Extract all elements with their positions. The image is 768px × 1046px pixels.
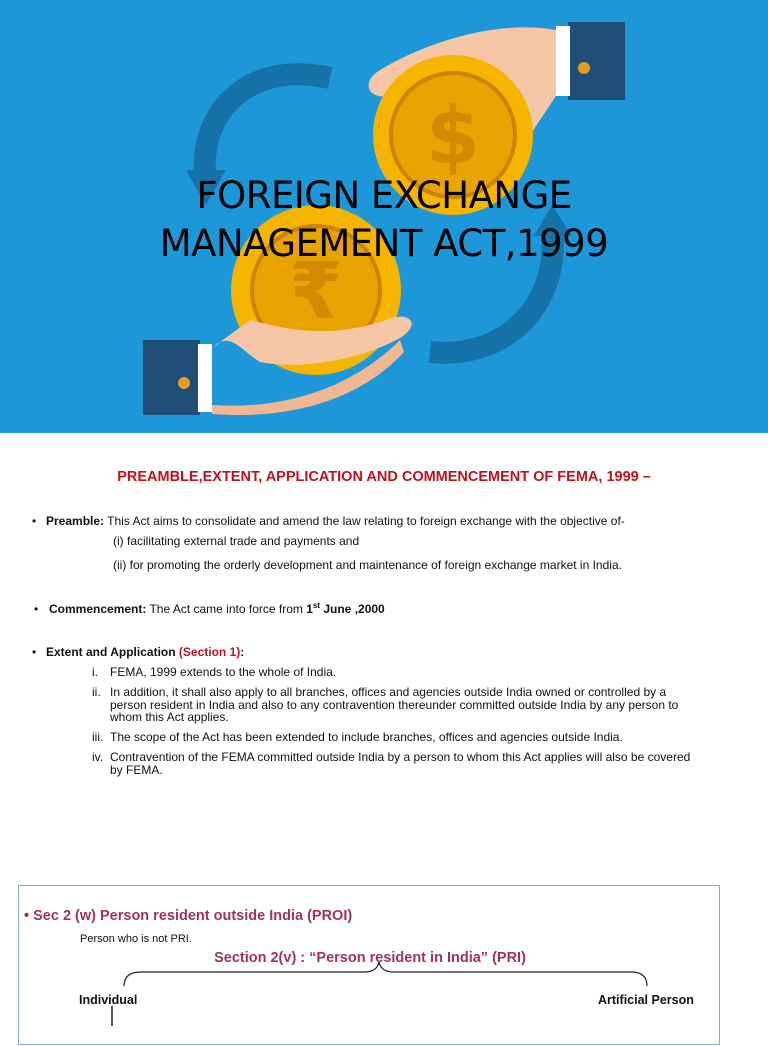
item-text: Contravention of the FEMA committed outside India by a person to whom this Act applies will also be covered by FEMA. — [110, 750, 691, 777]
commencement-text: The Act came into force from — [146, 602, 307, 616]
definitions-slide — [18, 885, 720, 1045]
item-text: The scope of the Act has been extended to include branches, offices and agencies outside India. — [110, 730, 623, 744]
commencement-date — [306, 602, 385, 616]
svg-text:$: $ — [425, 92, 481, 182]
preamble-text: This Act aims to consolidate and amend the law relating to foreign exchange with the objective of- — [104, 514, 625, 528]
preamble-item-2: (ii) for promoting the orderly development and maintenance of foreign exchange market in India. — [113, 558, 622, 572]
commencement-label: Commencement: — [49, 602, 147, 616]
date-suffix: st — [312, 601, 321, 610]
extent-section: (Section 1) — [178, 645, 241, 659]
date-day: 1 — [306, 602, 313, 616]
bullet-icon: • — [32, 514, 37, 528]
extent-heading — [46, 645, 244, 659]
title-line-2: MANAGEMENT ACT,1999 — [159, 222, 609, 265]
individual-label: Individual — [79, 993, 138, 1007]
item-number: ii. — [92, 685, 101, 699]
preamble-slide — [0, 433, 768, 863]
date-rest: June ,2000 — [320, 602, 385, 616]
artificial-person-label: Artificial Person — [598, 993, 694, 1007]
svg-text:₹: ₹ — [288, 247, 344, 337]
item-number: i. — [92, 665, 98, 679]
commencement-paragraph — [49, 602, 385, 616]
item-text: FEMA, 1999 extends to the whole of India. — [110, 665, 337, 679]
preamble-item-1: (i) facilitating external trade and payments and — [113, 534, 360, 548]
title-line-1: FOREIGN EXCHANGE — [196, 174, 572, 217]
item-text: In addition, it shall also apply to all branches, offices and agencies outside India owned or controlled by a person resident in India and also to any contravention thereunder committed outside India by any person to whom this Act applies. — [110, 685, 679, 724]
proi-note: Person who is not PRI. — [80, 933, 192, 945]
hand-icon — [143, 317, 412, 415]
item-number: iv. — [92, 750, 104, 764]
pri-section-title: Section 2(v) : “Person resident in India” (PRI) — [214, 950, 526, 966]
slide-heading: PREAMBLE,EXTENT, APPLICATION AND COMMENCEMENT OF FEMA, 1999 – — [117, 469, 651, 485]
bullet-icon: • — [32, 645, 37, 659]
title-slide — [0, 0, 768, 433]
proi-heading-text: Sec 2 (w) Person resident outside India (PROI) — [33, 908, 353, 924]
slide-title — [0, 172, 768, 268]
bullet-icon: • — [34, 602, 39, 616]
proi-heading: • Sec 2 (w) Person resident outside India (PROI) — [24, 908, 353, 924]
extent-colon: : — [240, 645, 245, 659]
preamble-label: Preamble: — [46, 514, 105, 528]
preamble-paragraph — [46, 514, 625, 528]
extent-label: Extent and Application — [46, 645, 179, 659]
item-number: iii. — [92, 730, 104, 744]
